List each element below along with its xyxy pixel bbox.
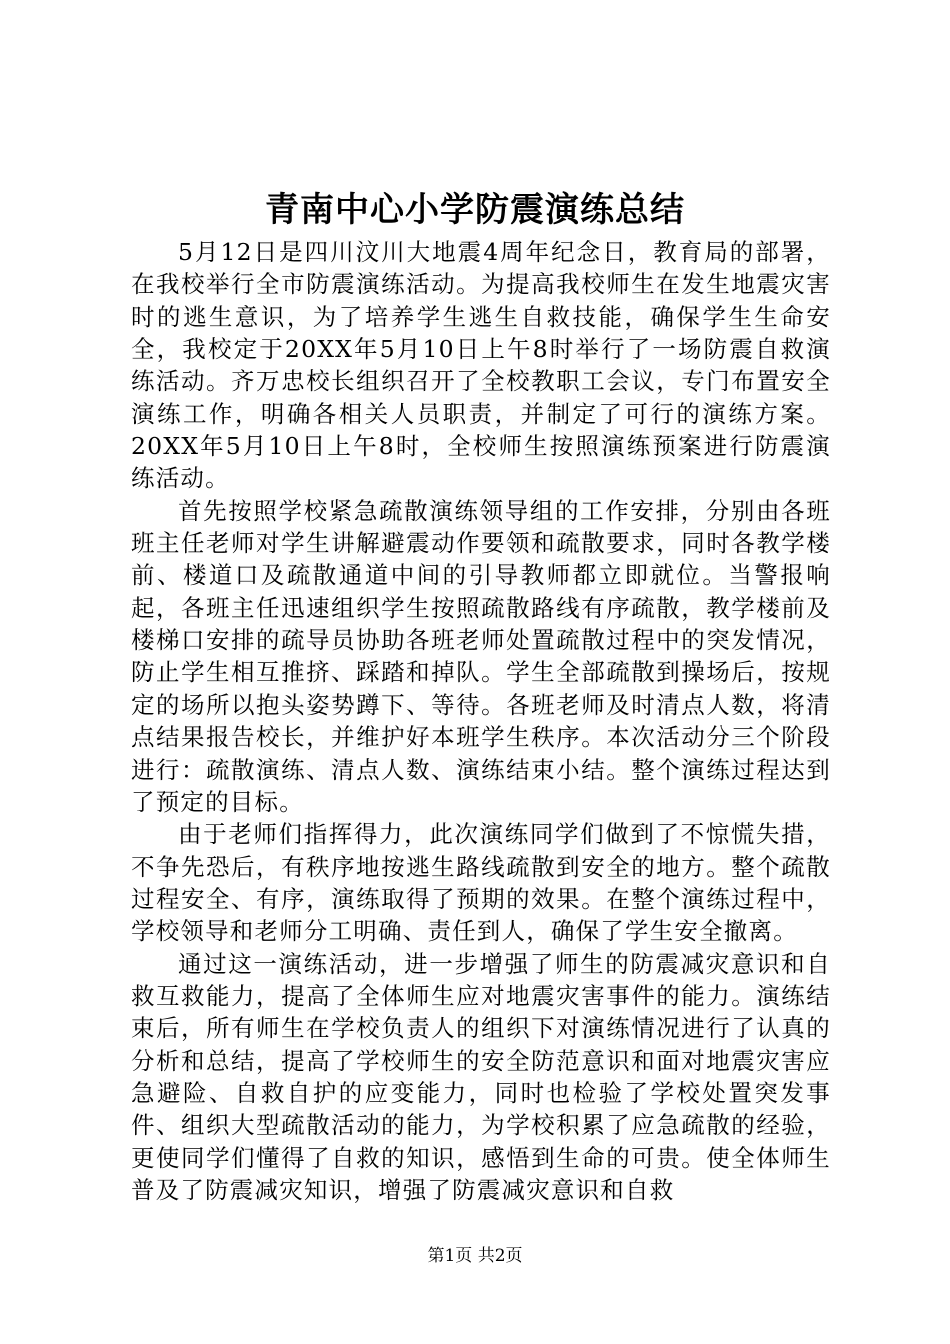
body-paragraph: 通过这一演练活动，进一步增强了师生的防震减灾意识和自救互救能力，提高了全体师生应对地震灾害事件的能力。演练结束后，所有师生在学校负责人的组织下对演练情况进行了认真的分析和总结，提高了学校师生的安全防范意识和面对地震灾害应急避险、自救自护的应变能力，同时也检验了学校处置突发事件、组织大型疏散活动的能力，为学校积累了应急疏散的经验，更使同学们懂得了自救的知识，感悟到生命的可贵。使全体师生普及了防震减灾知识，增强了防震减灾意识和自救 bbox=[131, 949, 831, 1204]
document-title: 青南中心小学防震演练总结 bbox=[265, 190, 685, 230]
body-paragraph: 5月12日是四川汶川大地震4周年纪念日，教育局的部署，在我校举行全市防震演练活动。为提高我校师生在发生地震灾害时的逃生意识，为了培养学生逃生自救技能，确保学生生命安全，我校定于20XX年5月10日上午8时举行了一场防震自救演练活动。齐万忠校长组织召开了全校教职工会议，专门布置安全演练工作，明确各相关人员职责，并制定了可行的演练方案。20XX年5月10日上午8时，全校师生按照演练预案进行防震演练活动。 bbox=[131, 238, 831, 493]
body-paragraph: 首先按照学校紧急疏散演练领导组的工作安排，分别由各班班主任老师对学生讲解避震动作要领和疏散要求，同时各教学楼前、楼道口及疏散通道中间的引导教师都立即就位。当警报响起，各班主任迅速组织学生按照疏散路线有序疏散，教学楼前及楼梯口安排的疏导员协助各班老师处置疏散过程中的突发情况，防止学生相互推挤、踩踏和掉队。学生全部疏散到操场后，按规定的场所以抱头姿势蹲下、等待。各班老师及时清点人数，将清点结果报告校长，并维护好本班学生秩序。本次活动分三个阶段进行：疏散演练、清点人数、演练结束小结。整个演练过程达到了预定的目标。 bbox=[131, 496, 831, 816]
page-number-footer: 第1页 共2页 bbox=[427, 1246, 523, 1266]
body-paragraph: 由于老师们指挥得力，此次演练同学们做到了不惊慌失措，不争先恐后，有秩序地按逃生路线疏散到安全的地方。整个疏散过程安全、有序，演练取得了预期的效果。在整个演练过程中，学校领导和老师分工明确、责任到人，确保了学生安全撤离。 bbox=[131, 820, 831, 946]
document-body bbox=[131, 236, 831, 1206]
